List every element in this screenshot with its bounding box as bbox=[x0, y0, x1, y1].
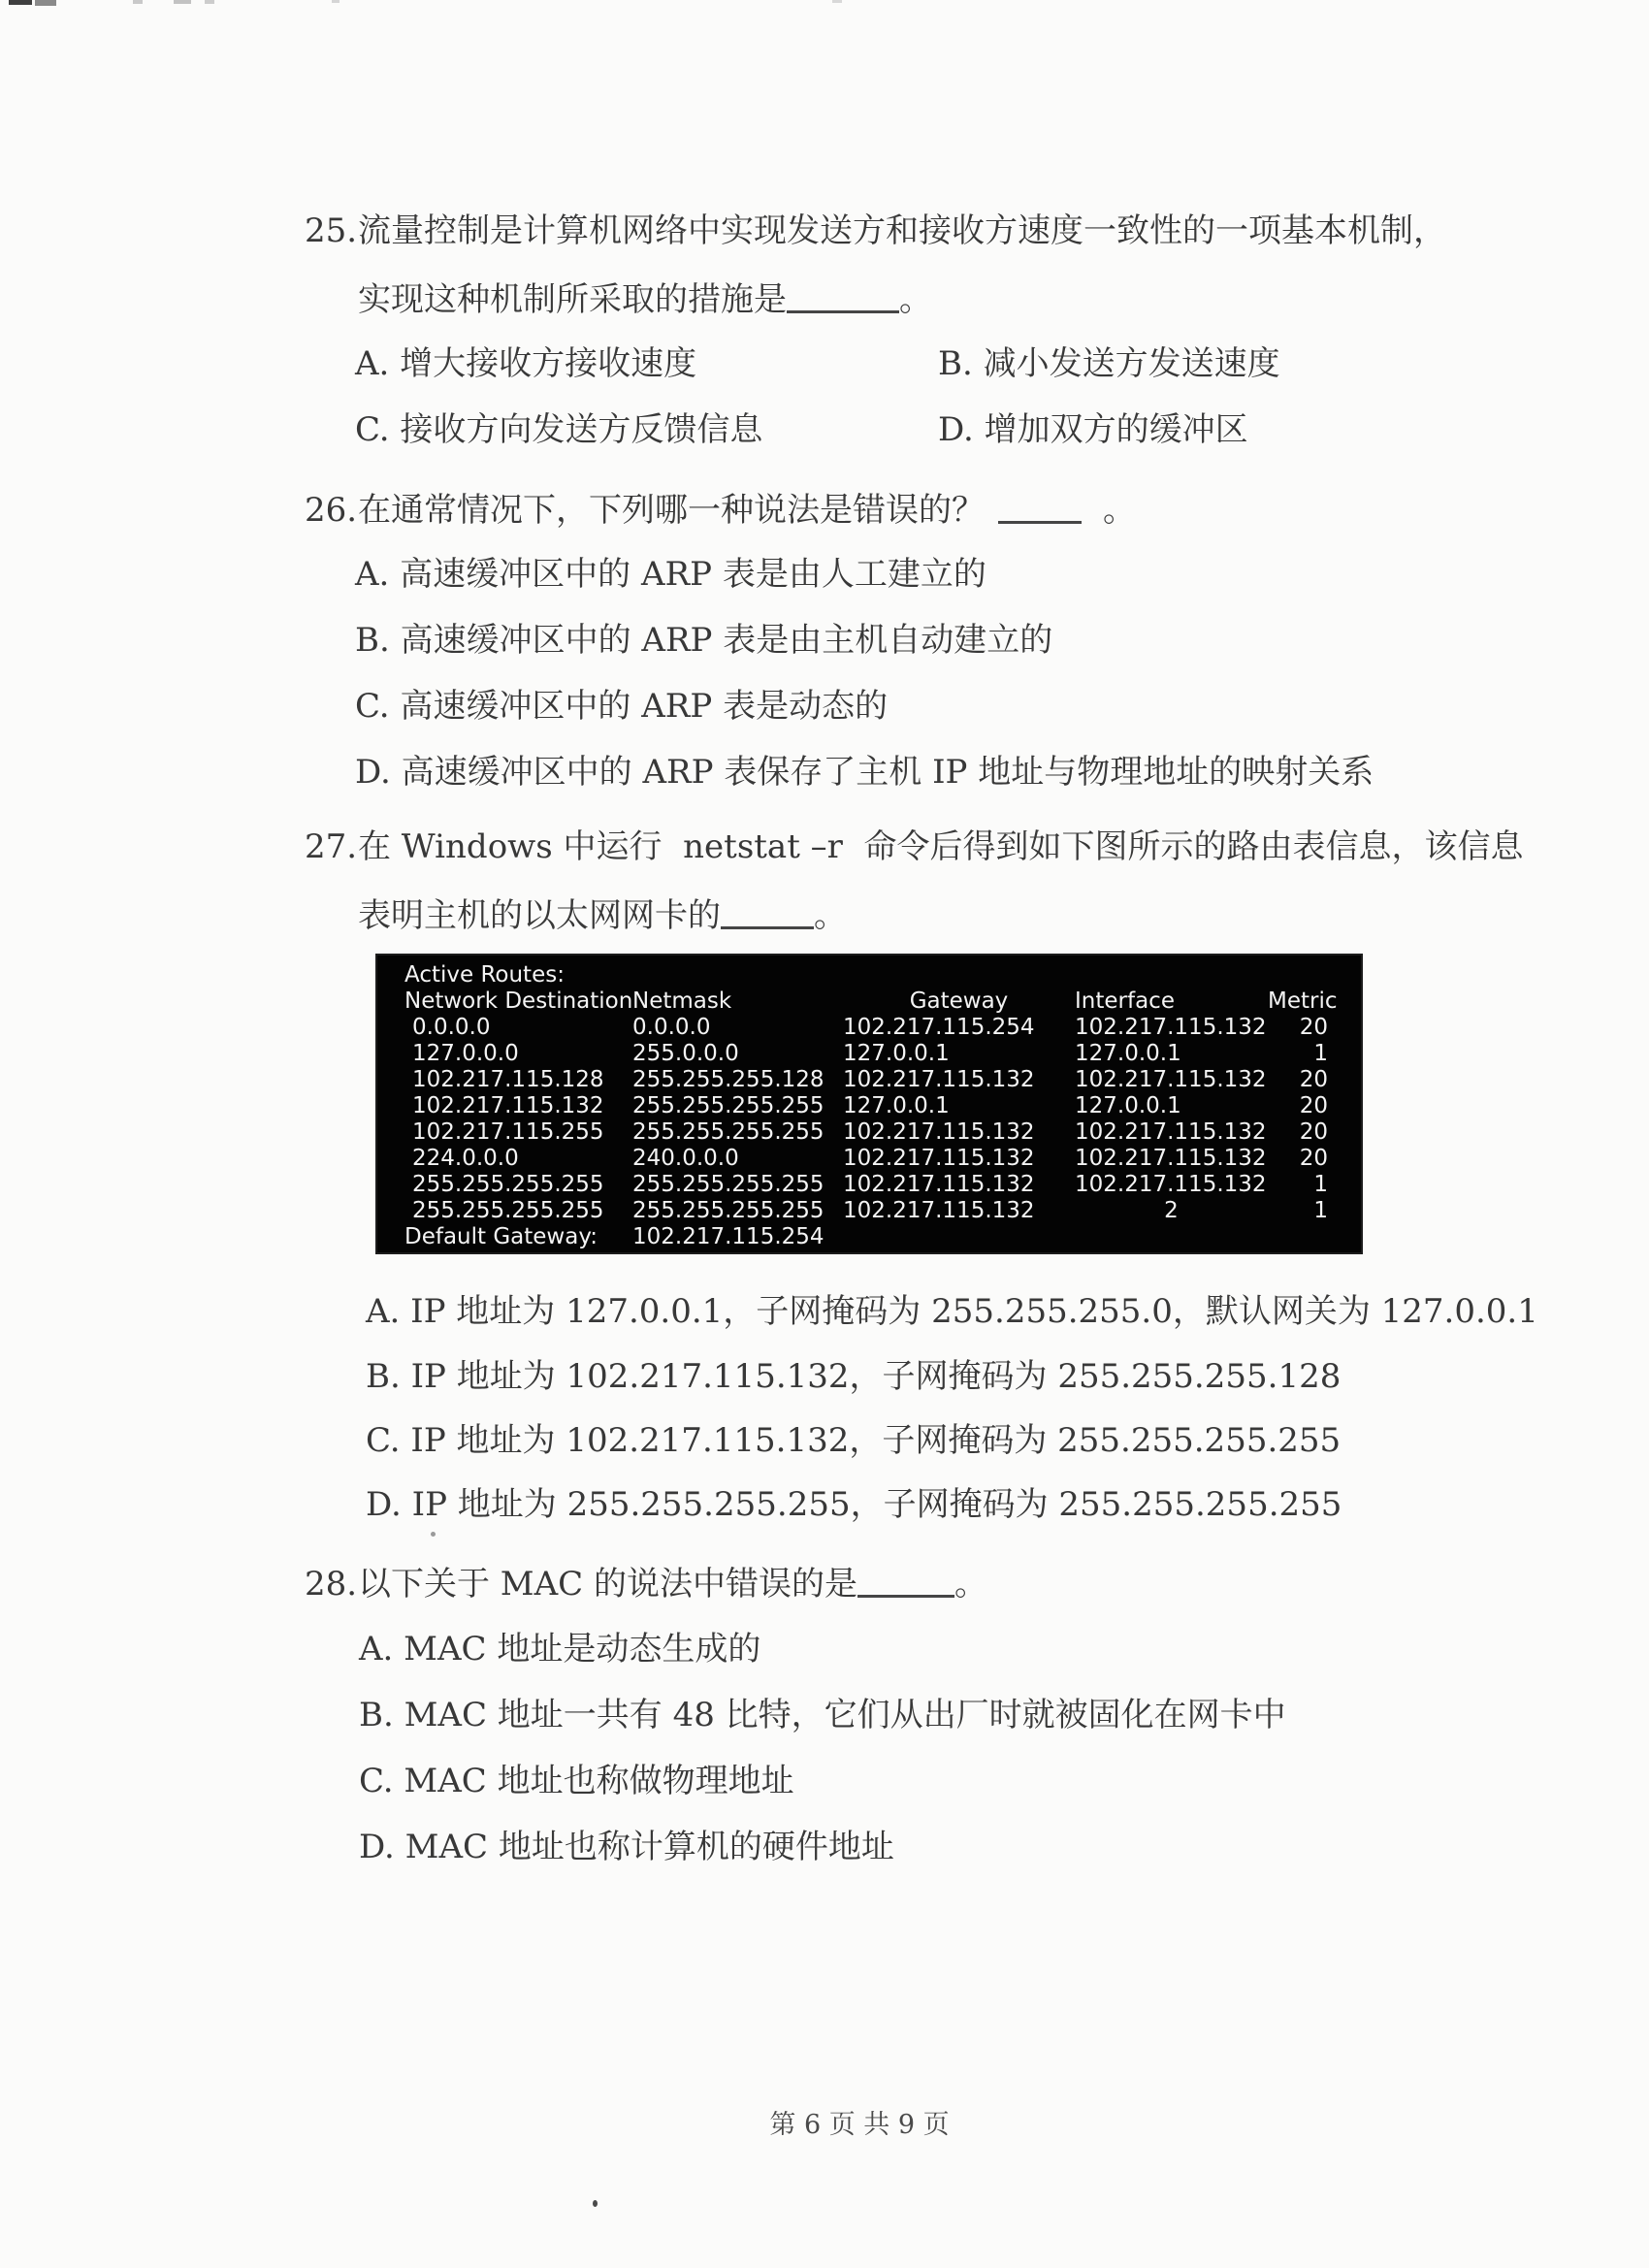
route-cell: 102.217.115.255 bbox=[412, 1119, 604, 1145]
option-text: D. IP 地址为 255.255.255.255，子网掩码为 255.255.255.255 bbox=[366, 1485, 1342, 1524]
option-text: C. 接收方向发送方反馈信息 bbox=[355, 410, 763, 449]
route-cell: 102.217.115.132 bbox=[843, 1119, 1035, 1145]
question-27-stem-line1 bbox=[305, 827, 1524, 866]
question-28-option-c bbox=[359, 1762, 794, 1800]
route-cell: 224.0.0.0 bbox=[412, 1146, 519, 1171]
scan-speck bbox=[593, 2200, 598, 2207]
col-header-gateway: Gateway bbox=[909, 988, 1009, 1014]
route-cell: 20 bbox=[1299, 1015, 1328, 1040]
option-text: B. 高速缓冲区中的 ARP 表是由主机自动建立的 bbox=[355, 621, 1053, 660]
scan-artifact bbox=[832, 0, 842, 3]
route-cell: 1 bbox=[1313, 1172, 1328, 1197]
route-row bbox=[377, 1041, 1361, 1067]
option-text: A. 增大接收方接收速度 bbox=[355, 344, 697, 383]
question-25-stem-tail: 。 bbox=[899, 280, 932, 319]
route-cell: 2 bbox=[1164, 1198, 1179, 1223]
question-27-option-b bbox=[366, 1357, 1341, 1396]
routing-table bbox=[377, 956, 1361, 1252]
question-25-stem2-text: 实现这种机制所采取的措施是 bbox=[358, 280, 787, 319]
routing-table-default-gateway bbox=[377, 1224, 1361, 1250]
route-cell: 20 bbox=[1299, 1093, 1328, 1118]
question-28-stem-text: 以下关于 MAC 的说法中错误的是 bbox=[358, 1565, 857, 1604]
scan-artifact bbox=[174, 0, 191, 4]
option-text: C. IP 地址为 102.217.115.132，子网掩码为 255.255.255.255 bbox=[366, 1421, 1342, 1460]
route-cell: 102.217.115.132 bbox=[1075, 1119, 1267, 1145]
route-cell: 127.0.0.1 bbox=[1075, 1093, 1181, 1118]
col-header-interface: Interface bbox=[1075, 988, 1175, 1014]
question-28-number: 28. bbox=[305, 1565, 358, 1604]
question-26-option-d bbox=[355, 753, 1374, 792]
scan-artifact bbox=[205, 0, 214, 4]
answer-blank-26 bbox=[998, 488, 1082, 524]
route-cell: 1 bbox=[1313, 1198, 1328, 1223]
question-25-number: 25. bbox=[305, 211, 358, 250]
route-cell: 102.217.115.132 bbox=[1075, 1015, 1267, 1040]
question-25-stem-line1 bbox=[305, 211, 1446, 250]
routing-table-title-text: Active Routes: bbox=[404, 962, 565, 988]
question-26-stem-text: 在通常情况下，下列哪一种说法是错误的？ bbox=[358, 491, 985, 530]
question-25-option-b bbox=[938, 344, 1280, 383]
option-text: D. MAC 地址也称计算机的硬件地址 bbox=[359, 1828, 894, 1866]
question-28-option-a bbox=[359, 1630, 760, 1669]
question-28-stem-tail: 。 bbox=[954, 1565, 987, 1604]
routing-table-header bbox=[377, 988, 1361, 1015]
route-cell: 20 bbox=[1299, 1067, 1328, 1092]
question-25-option-a bbox=[355, 344, 696, 383]
route-cell: 240.0.0.0 bbox=[632, 1146, 739, 1171]
route-cell: 102.217.115.132 bbox=[843, 1198, 1035, 1223]
question-26-stem-tail: 。 bbox=[1103, 491, 1136, 530]
question-27-stem-text: 在 Windows 中运行 netstat –r 命令后得到如下图所示的路由表信息，该信息 bbox=[358, 827, 1524, 866]
empty-cell bbox=[843, 1224, 1075, 1250]
route-cell: 102.217.115.132 bbox=[843, 1146, 1035, 1171]
route-row bbox=[377, 1172, 1361, 1198]
option-text: A. MAC 地址是动态生成的 bbox=[359, 1630, 761, 1669]
option-text: C. MAC 地址也称做物理地址 bbox=[359, 1762, 794, 1800]
col-header-netmask: Netmask bbox=[632, 988, 732, 1014]
route-cell: 20 bbox=[1299, 1119, 1328, 1145]
route-cell: 255.255.255.255 bbox=[632, 1119, 824, 1145]
empty-cell bbox=[1075, 1224, 1268, 1250]
question-25-option-c bbox=[355, 410, 762, 449]
answer-blank-27 bbox=[721, 893, 814, 929]
default-gateway-label: Default Gateway: bbox=[404, 1224, 598, 1249]
route-row bbox=[377, 1119, 1361, 1146]
option-text: B. MAC 地址一共有 48 比特，它们从出厂时就被固化在网卡中 bbox=[359, 1696, 1286, 1734]
route-row bbox=[377, 1198, 1361, 1224]
question-27-number: 27. bbox=[305, 827, 358, 866]
route-row bbox=[377, 1146, 1361, 1172]
empty-cell bbox=[1268, 1224, 1351, 1250]
route-cell: 255.0.0.0 bbox=[632, 1041, 739, 1066]
scan-artifact bbox=[35, 0, 56, 6]
route-cell: 255.255.255.128 bbox=[632, 1067, 824, 1092]
route-cell: 255.255.255.255 bbox=[412, 1172, 604, 1197]
route-cell: 102.217.115.132 bbox=[1075, 1172, 1267, 1197]
question-27-option-a bbox=[366, 1292, 1538, 1331]
question-27-stem-tail: 。 bbox=[814, 896, 847, 935]
scan-speck bbox=[431, 1532, 436, 1537]
route-cell: 255.255.255.255 bbox=[412, 1198, 604, 1223]
question-27-stem-line2 bbox=[358, 893, 847, 935]
default-gateway-value: 102.217.115.254 bbox=[632, 1224, 824, 1249]
option-text: D. 高速缓冲区中的 ARP 表保存了主机 IP 地址与物理地址的映射关系 bbox=[355, 753, 1374, 792]
route-cell: 255.255.255.255 bbox=[632, 1093, 824, 1118]
route-cell: 0.0.0.0 bbox=[412, 1015, 491, 1040]
question-26-option-b bbox=[355, 621, 1052, 660]
route-cell: 102.217.115.132 bbox=[1075, 1067, 1267, 1092]
question-28-option-d bbox=[359, 1828, 894, 1866]
page-number-footer: 第 6 页 共 9 页 bbox=[769, 2110, 950, 2140]
route-cell: 127.0.0.1 bbox=[843, 1041, 950, 1066]
question-26-option-c bbox=[355, 687, 888, 726]
scan-artifact bbox=[9, 0, 32, 5]
option-text: A. 高速缓冲区中的 ARP 表是由人工建立的 bbox=[355, 555, 986, 594]
question-25-option-d bbox=[938, 410, 1248, 449]
route-cell: 102.217.115.132 bbox=[843, 1067, 1035, 1092]
route-cell: 102.217.115.132 bbox=[843, 1172, 1035, 1197]
route-cell: 102.217.115.128 bbox=[412, 1067, 604, 1092]
routing-table-title bbox=[377, 962, 1361, 988]
question-27-option-c bbox=[366, 1421, 1341, 1460]
question-27-option-d bbox=[366, 1485, 1342, 1524]
route-cell: 102.217.115.132 bbox=[412, 1093, 604, 1118]
col-header-network-destination: Network Destination bbox=[404, 988, 633, 1014]
option-text: A. IP 地址为 127.0.0.1，子网掩码为 255.255.255.0，默认网关为 127.0.0.1 bbox=[366, 1292, 1538, 1331]
route-cell: 20 bbox=[1299, 1146, 1328, 1171]
route-cell: 255.255.255.255 bbox=[632, 1198, 824, 1223]
route-row bbox=[377, 1015, 1361, 1041]
route-cell: 0.0.0.0 bbox=[632, 1015, 711, 1040]
route-cell: 1 bbox=[1313, 1041, 1328, 1066]
route-cell: 102.217.115.132 bbox=[1075, 1146, 1267, 1171]
route-cell: 127.0.0.1 bbox=[1075, 1041, 1181, 1066]
question-26-option-a bbox=[355, 555, 986, 594]
question-28-stem bbox=[305, 1562, 987, 1604]
option-text: B. IP 地址为 102.217.115.132，子网掩码为 255.255.255.128 bbox=[366, 1357, 1342, 1396]
scan-artifact bbox=[332, 0, 340, 3]
option-text: D. 增加双方的缓冲区 bbox=[938, 410, 1248, 449]
option-text: C. 高速缓冲区中的 ARP 表是动态的 bbox=[355, 687, 889, 726]
option-text: B. 减小发送方发送速度 bbox=[938, 344, 1280, 383]
question-28-option-b bbox=[359, 1696, 1286, 1734]
scan-artifact bbox=[133, 0, 143, 4]
route-row bbox=[377, 1093, 1361, 1119]
route-cell: 102.217.115.254 bbox=[843, 1015, 1035, 1040]
col-header-metric: Metric bbox=[1268, 988, 1338, 1014]
route-cell: 127.0.0.0 bbox=[412, 1041, 519, 1066]
question-25-stem-line2 bbox=[358, 277, 932, 319]
question-26-number: 26. bbox=[305, 491, 358, 530]
answer-blank-25 bbox=[787, 277, 899, 313]
route-row bbox=[377, 1067, 1361, 1093]
route-cell: 127.0.0.1 bbox=[843, 1093, 950, 1118]
question-25-stem-text: 流量控制是计算机网络中实现发送方和接收方速度一致性的一项基本机制， bbox=[358, 211, 1446, 250]
question-27-stem2-text: 表明主机的以太网网卡的 bbox=[358, 896, 721, 935]
answer-blank-28 bbox=[857, 1562, 954, 1598]
route-cell: 255.255.255.255 bbox=[632, 1172, 824, 1197]
question-26-stem bbox=[305, 488, 1136, 530]
